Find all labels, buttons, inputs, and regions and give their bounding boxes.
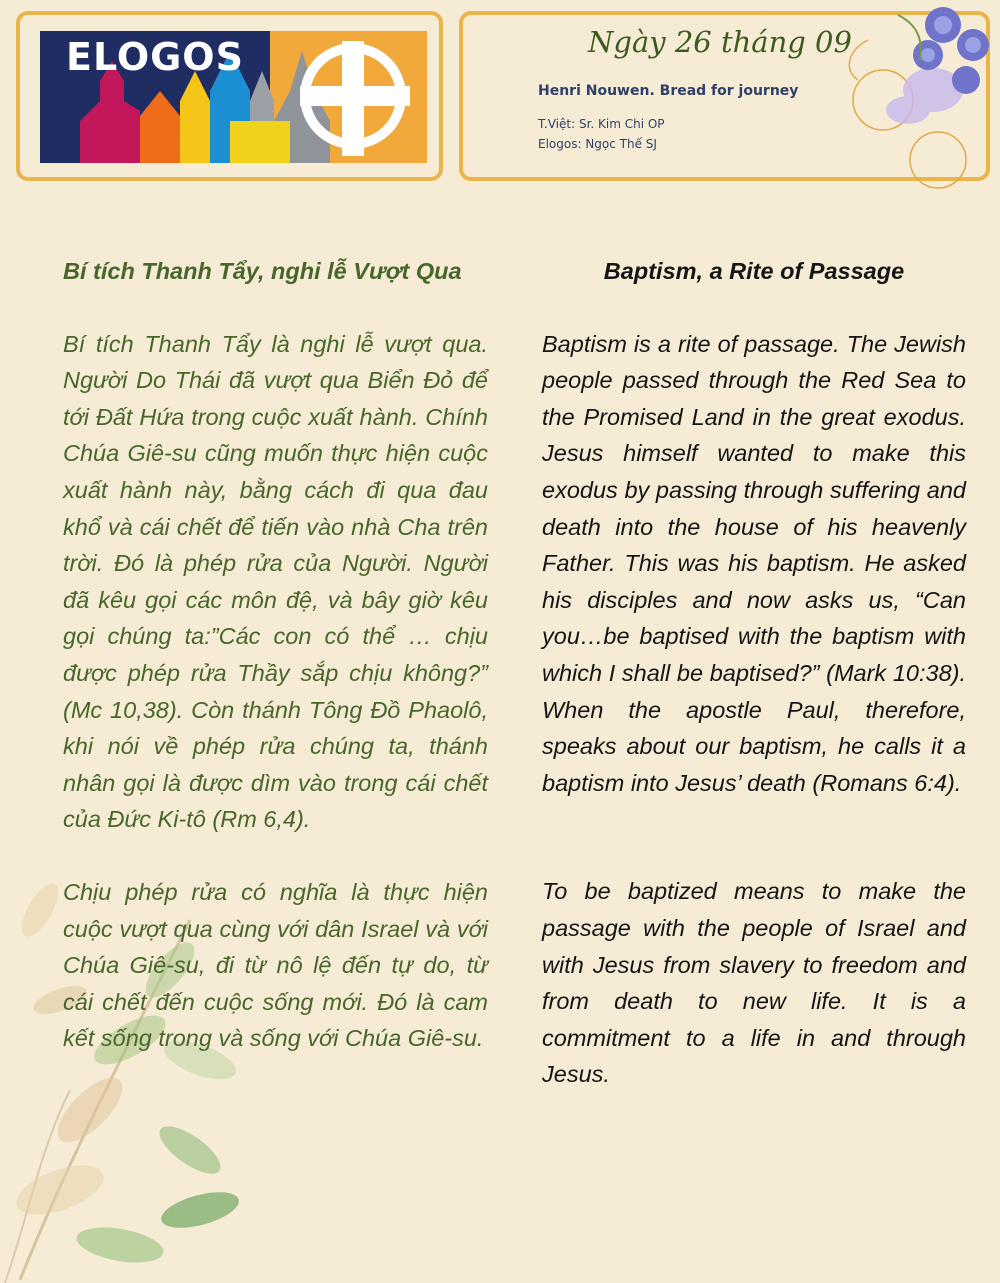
english-paragraph: Baptism is a rite of passage. The Jewish people passed through the Red Sea to the Promised Land in the great exodus. Jesus himself wanted to make this exodus by passing through suffering and death into the house of his heavenly Father. This was his baptism. He asked his disciples and now asks us, “Can you…be baptised with the baptism with which I shall be baptised?” (Mark 10:38). When the apostle Paul, therefore, speaks about our baptism, he calls it a baptism into Jesus’ death (Romans 6:4). xyxy=(542,330,966,796)
vietnamese-title: Bí tích Thanh Tẩy, nghi lễ Vượt Qua xyxy=(63,258,462,284)
logo-frame xyxy=(16,11,443,181)
logo-text: ELOGOS xyxy=(66,35,244,79)
english-title: Baptism, a Rite of Passage xyxy=(603,258,905,284)
elogos-logo xyxy=(40,31,427,163)
vietnamese-column xyxy=(63,253,488,1057)
vietnamese-paragraph: Chịu phép rửa có nghĩa là thực hiện cuộc vượt qua cùng với dân Israel và với Chúa Giê-su, đi từ nô lệ đến tự do, từ cái chết đến cuộc sống mới. Đó là cam kết sống trong và sống với Chúa Giê-su. xyxy=(63,878,488,1052)
translator-credit: T.Việt: Sr. Kim Chi OP xyxy=(538,117,665,131)
english-column xyxy=(542,253,966,1093)
vietnamese-paragraph: Bí tích Thanh Tẩy là nghi lễ vượt qua. Người Do Thái đã vượt qua Biển Đỏ để tới Đất Hứa trong cuộc xuất hành. Chính Chúa Giê-su cũng muốn thực hiện cuộc xuất hành này, bằng cách đi qua đau khổ và cái chết để tiến vào nhà Cha trên trời. Đó là phép rửa của Người. Người đã kêu gọi các môn đệ, và bây giờ kêu gọi chúng ta:”Các con có thể … chịu được phép rửa Thầy sắp chịu không?” (Mc 10,38). Còn thánh Tông Đồ Phaolô, khi nói về phép rửa chúng ta, thánh nhân gọi là được dìm vào trong cái chết của Đức Ki-tô (Rm 6,4). xyxy=(63,330,488,833)
flower-decoration xyxy=(838,0,1000,200)
source-title: Henri Nouwen. Bread for journey xyxy=(538,83,799,99)
date-heading: Ngày 26 tháng 09 xyxy=(588,25,852,59)
editor-credit: Elogos: Ngọc Thế SJ xyxy=(538,137,657,151)
english-paragraph: To be baptized means to make the passage with the people of Israel and with Jesus from slavery to freedom and from death to new life. It is a commitment to a life in and through Jesus. xyxy=(542,878,966,1088)
